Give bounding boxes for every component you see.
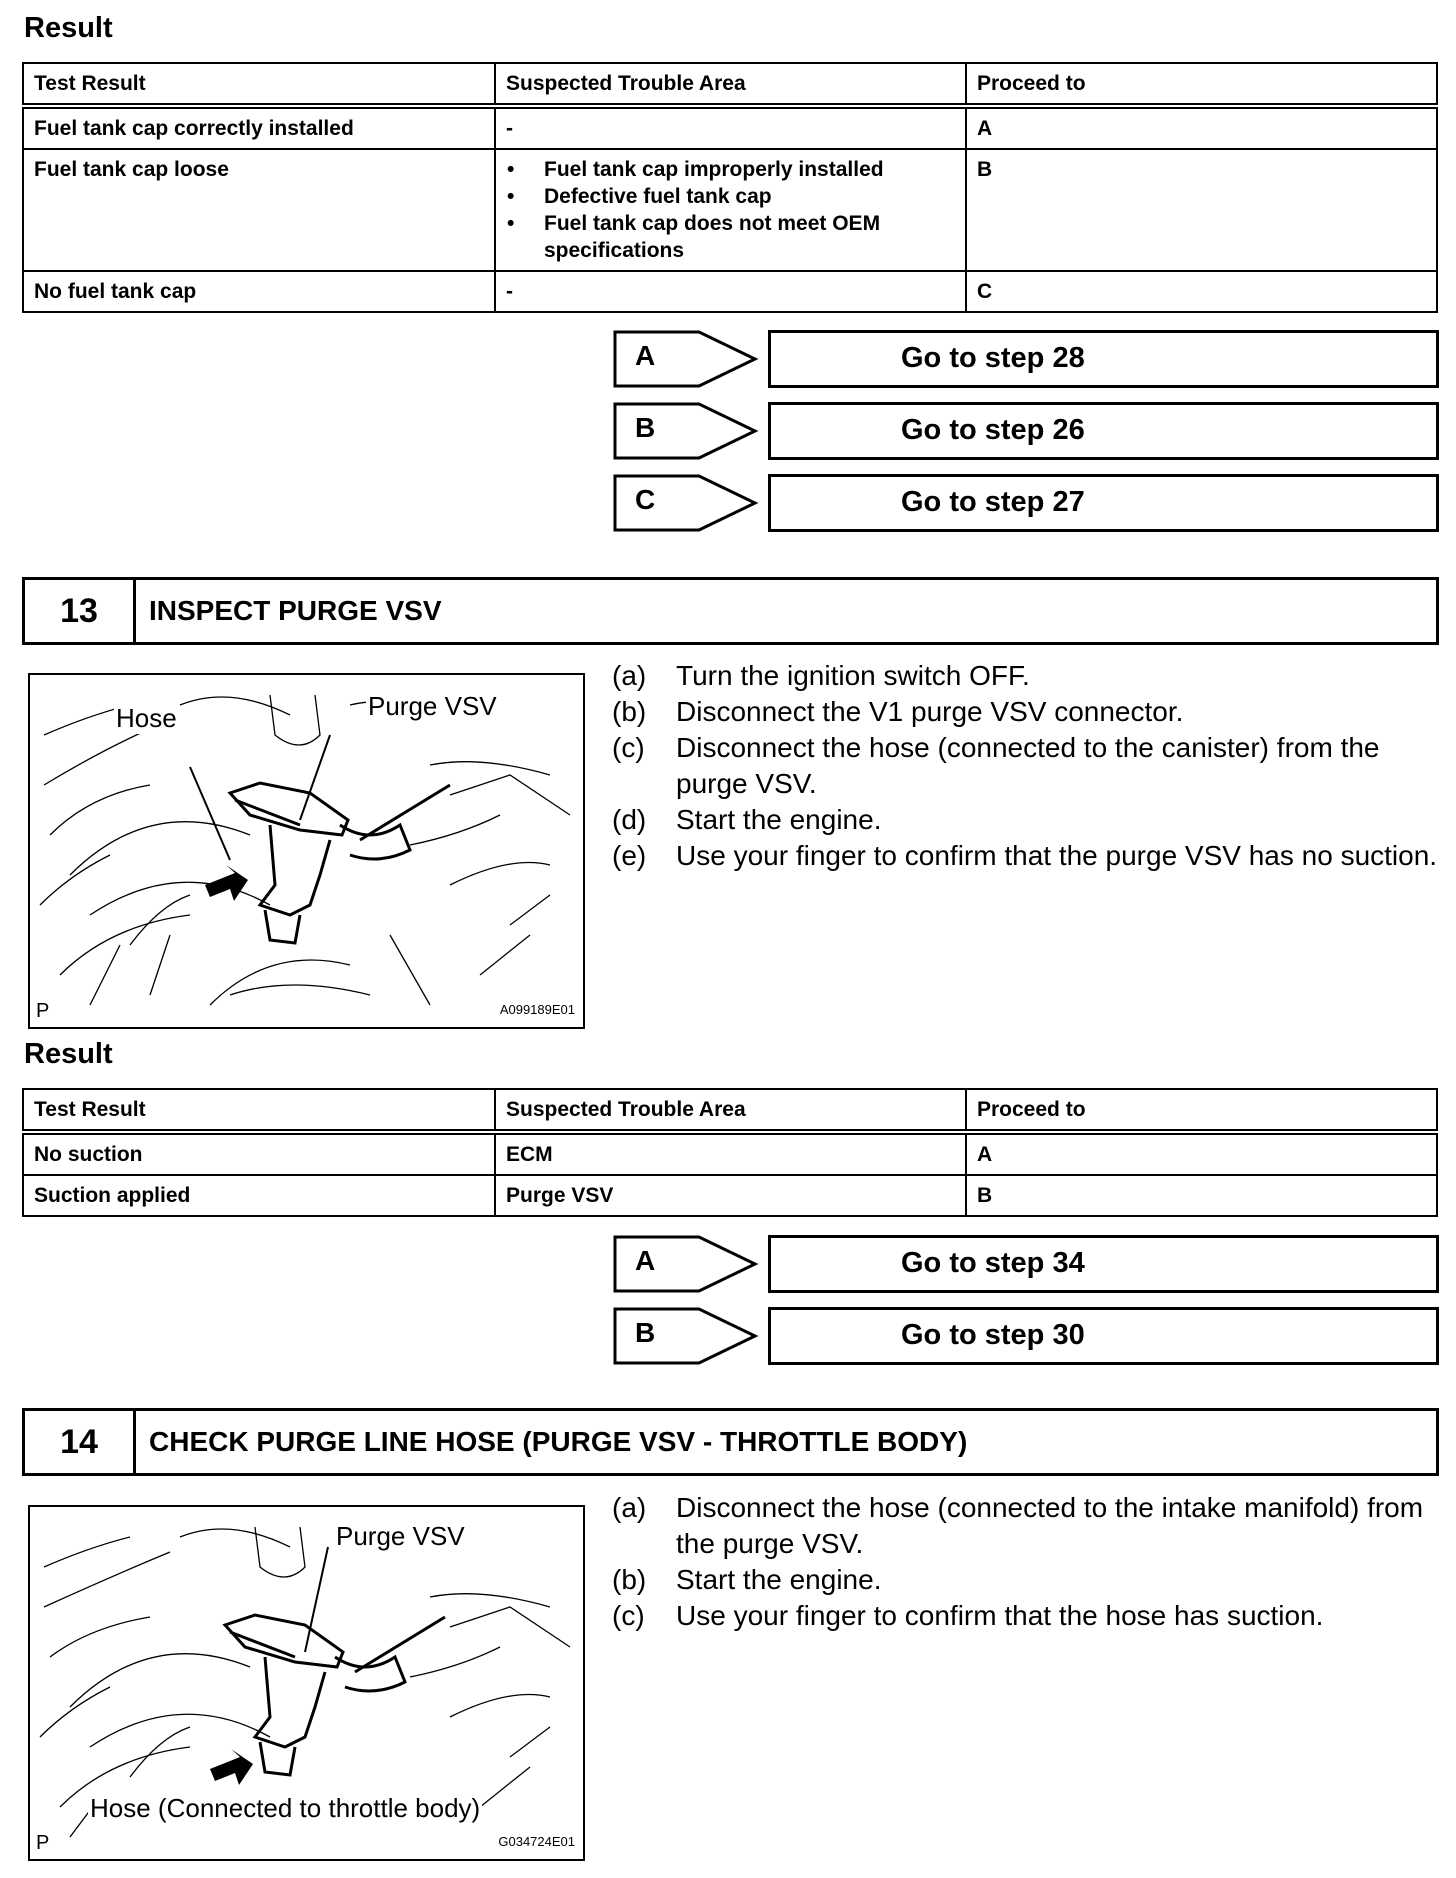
figure-code: A099189E01 [499,1002,575,1017]
goto-label: B [635,1317,656,1348]
instruction-text: Start the engine. [676,804,882,835]
goto-step-link[interactable] [768,1307,1439,1365]
trouble-area-cell [495,149,966,271]
instruction-label: (a) [612,1492,647,1523]
header-proceed-to: Proceed to [966,63,1437,106]
trouble-area-cell: - [495,271,966,312]
header-test-result: Test Result [23,1089,495,1132]
goto-row-b[interactable] [613,402,1439,460]
goto-step-link[interactable] [768,1235,1439,1293]
goto-text[interactable]: Go to step 30 [901,1319,1085,1351]
header-proceed-to: Proceed to [966,1089,1437,1132]
instruction-item [612,1598,1442,1634]
goto-text[interactable]: Go to step 27 [901,486,1085,518]
trouble-area-cell: - [495,106,966,149]
table-row [23,1175,1437,1216]
instruction-text: Disconnect the hose (connected to the canister) from the purge VSV. [676,732,1380,799]
instruction-label: (d) [612,804,647,835]
figure-p-mark: P [36,1832,50,1854]
goto-text[interactable]: Go to step 34 [901,1247,1085,1279]
trouble-area-item: • Defective fuel tank cap [544,183,955,210]
goto-tag [613,1235,759,1293]
goto-step-link[interactable] [768,402,1439,460]
proceed-cell: A [966,106,1437,149]
header-test-result: Test Result [23,63,495,106]
hose-label: Hose [116,703,177,733]
figure-code: G034724E01 [498,1834,575,1849]
goto-row-b[interactable] [613,1307,1439,1365]
proceed-cell: B [966,1175,1437,1216]
step-title: INSPECT PURGE VSV [149,595,442,626]
purge-vsv-label: Purge VSV [336,1521,465,1551]
instruction-item [612,658,1442,694]
table-header-row [23,63,1437,106]
trouble-area-cell: ECM [495,1132,966,1175]
step-14-instructions [612,1490,1442,1634]
table-row [23,106,1437,149]
table-row [23,149,1437,271]
result-heading: Result [24,12,113,44]
goto-tag [613,330,759,388]
test-result-cell: Suction applied [23,1175,495,1216]
step-number: 14 [25,1411,136,1473]
result-table-purge-vsv [22,1088,1438,1217]
header-trouble-area: Suspected Trouble Area [495,63,966,106]
instruction-text: Start the engine. [676,1564,882,1595]
instruction-text: Use your finger to confirm that the hose has suction. [676,1600,1324,1631]
goto-step-link[interactable] [768,474,1439,532]
instruction-item [612,694,1442,730]
trouble-area-list [506,156,955,264]
goto-row-c[interactable] [613,474,1439,532]
instruction-label: (a) [612,660,647,691]
step-title: CHECK PURGE LINE HOSE (PURGE VSV - THROTTLE BODY) [149,1426,968,1457]
goto-label: B [635,412,656,443]
figure-purge-line-hose [28,1505,585,1861]
figure-p-mark: P [36,1000,50,1022]
instruction-item [612,730,1442,802]
header-trouble-area: Suspected Trouble Area [495,1089,966,1132]
instruction-label: (c) [612,732,645,763]
step-13-header [22,577,1439,645]
trouble-area-item: • Fuel tank cap improperly installed [544,156,955,183]
instruction-label: (b) [612,1564,647,1595]
trouble-area-item: • Fuel tank cap does not meet OEM specifications [544,210,955,264]
step-13-instructions [612,658,1442,874]
instruction-item [612,1562,1442,1598]
test-result-cell: No suction [23,1132,495,1175]
proceed-cell: C [966,271,1437,312]
proceed-cell: B [966,149,1437,271]
instruction-text: Disconnect the V1 purge VSV connector. [676,696,1184,727]
engine-illustration-icon [30,675,583,1027]
goto-row-a[interactable] [613,330,1439,388]
table-row [23,271,1437,312]
figure-purge-vsv [28,673,585,1029]
table-row [23,1132,1437,1175]
goto-label: A [635,340,656,371]
instruction-text: Disconnect the hose (connected to the intake manifold) from the purge VSV. [676,1492,1424,1559]
goto-tag [613,474,759,532]
goto-row-a[interactable] [613,1235,1439,1293]
instruction-text: Use your finger to confirm that the purge VSV has no suction. [676,840,1438,871]
proceed-cell: A [966,1132,1437,1175]
test-result-cell: Fuel tank cap correctly installed [23,106,495,149]
hose-label: Hose (Connected to throttle body) [90,1793,481,1823]
goto-step-link[interactable] [768,330,1439,388]
result-heading: Result [24,1038,113,1070]
trouble-area-cell: Purge VSV [495,1175,966,1216]
instruction-label: (e) [612,840,647,871]
instruction-label: (b) [612,696,647,727]
goto-tag [613,402,759,460]
step-number: 13 [25,580,136,642]
purge-vsv-label: Purge VSV [368,691,497,721]
step-14-header [22,1408,1439,1476]
instruction-item [612,802,1442,838]
test-result-cell: No fuel tank cap [23,271,495,312]
instruction-text: Turn the ignition switch OFF. [676,660,1030,691]
test-result-cell: Fuel tank cap loose [23,149,495,271]
goto-label: A [635,1245,656,1276]
goto-tag [613,1307,759,1365]
goto-text[interactable]: Go to step 28 [901,342,1085,374]
instruction-label: (c) [612,1600,645,1631]
result-table-fuel-cap [22,62,1438,313]
table-header-row [23,1089,1437,1132]
instruction-item [612,838,1442,874]
goto-text[interactable]: Go to step 26 [901,414,1085,446]
goto-label: C [635,484,656,515]
instruction-item [612,1490,1442,1562]
